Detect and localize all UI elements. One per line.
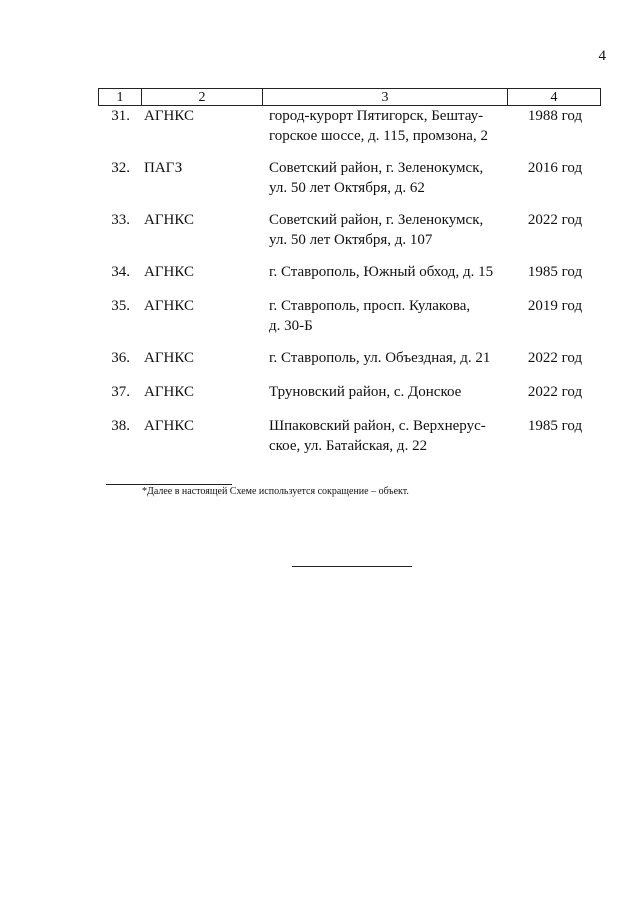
commission-year: 2022 год [527, 350, 583, 366]
commission-year: 2022 год [527, 384, 583, 400]
address-line: горское шоссе, д. 115, промзона, 2 [269, 128, 488, 144]
row-number: 32. [111, 160, 130, 176]
footnote-divider [106, 484, 232, 485]
header-col-3: 3 [263, 89, 508, 106]
address-line: город-курорт Пятигорск, Бештау- [269, 108, 484, 124]
table-row [98, 262, 600, 296]
commission-year: 2016 год [527, 160, 583, 176]
address-line: ул. 50 лет Октября, д. 62 [269, 180, 425, 196]
header-col-4: 4 [508, 89, 601, 106]
table-row [98, 210, 600, 262]
object-type: АГНКС [144, 264, 194, 280]
address-line: д. 30-Б [269, 318, 313, 334]
table-row [98, 416, 600, 468]
object-type: АГНКС [144, 108, 194, 124]
table-header [98, 88, 601, 106]
commission-year: 2022 год [527, 212, 583, 228]
commission-year: 1988 год [527, 108, 583, 124]
header-row [99, 89, 601, 106]
row-number: 33. [111, 212, 130, 228]
row-number: 31. [111, 108, 130, 124]
table-row [98, 106, 600, 158]
page-number: 4 [598, 48, 606, 64]
address-line: Советский район, г. Зеленокумск, [269, 212, 484, 228]
object-address [269, 106, 497, 146]
object-address [269, 158, 497, 198]
object-address [269, 262, 497, 282]
object-type: ПАГЗ [144, 160, 183, 176]
object-type: АГНКС [144, 298, 194, 314]
row-number: 37. [111, 384, 130, 400]
object-address [269, 296, 497, 336]
commission-year: 1985 год [527, 264, 583, 280]
address-line: Труновский район, с. Донское [269, 384, 462, 400]
row-number: 38. [111, 418, 130, 434]
object-type: АГНКС [144, 350, 194, 366]
object-type: АГНКС [144, 418, 194, 434]
table-row [98, 296, 600, 348]
commission-year: 2019 год [527, 298, 583, 314]
address-line: Советский район, г. Зеленокумск, [269, 160, 484, 176]
row-number: 34. [111, 264, 130, 280]
row-number: 35. [111, 298, 130, 314]
object-address [269, 210, 497, 250]
row-number: 36. [111, 350, 130, 366]
table-row [98, 382, 600, 416]
header-col-1: 1 [99, 89, 142, 106]
table-row [98, 348, 600, 382]
address-line: г. Ставрополь, ул. Объездная, д. 21 [269, 350, 491, 366]
footnote: *Далее в настоящей Схеме используется сокращение – объект. [142, 486, 409, 497]
object-type: АГНКС [144, 384, 194, 400]
object-type: АГНКС [144, 212, 194, 228]
address-line: ул. 50 лет Октября, д. 107 [269, 232, 433, 248]
commission-year: 1985 год [527, 418, 583, 434]
header-col-2: 2 [142, 89, 263, 106]
address-line: г. Ставрополь, Южный обход, д. 15 [269, 264, 494, 280]
table-row [98, 158, 600, 210]
object-address [269, 348, 497, 368]
table-body [98, 106, 600, 468]
address-line: Шпаковский район, с. Верхнерус- [269, 418, 486, 434]
object-address [269, 382, 497, 402]
address-line: ское, ул. Батайская, д. 22 [269, 438, 428, 454]
end-of-document-line [292, 566, 412, 567]
object-address [269, 416, 497, 456]
address-line: г. Ставрополь, просп. Кулакова, [269, 298, 471, 314]
